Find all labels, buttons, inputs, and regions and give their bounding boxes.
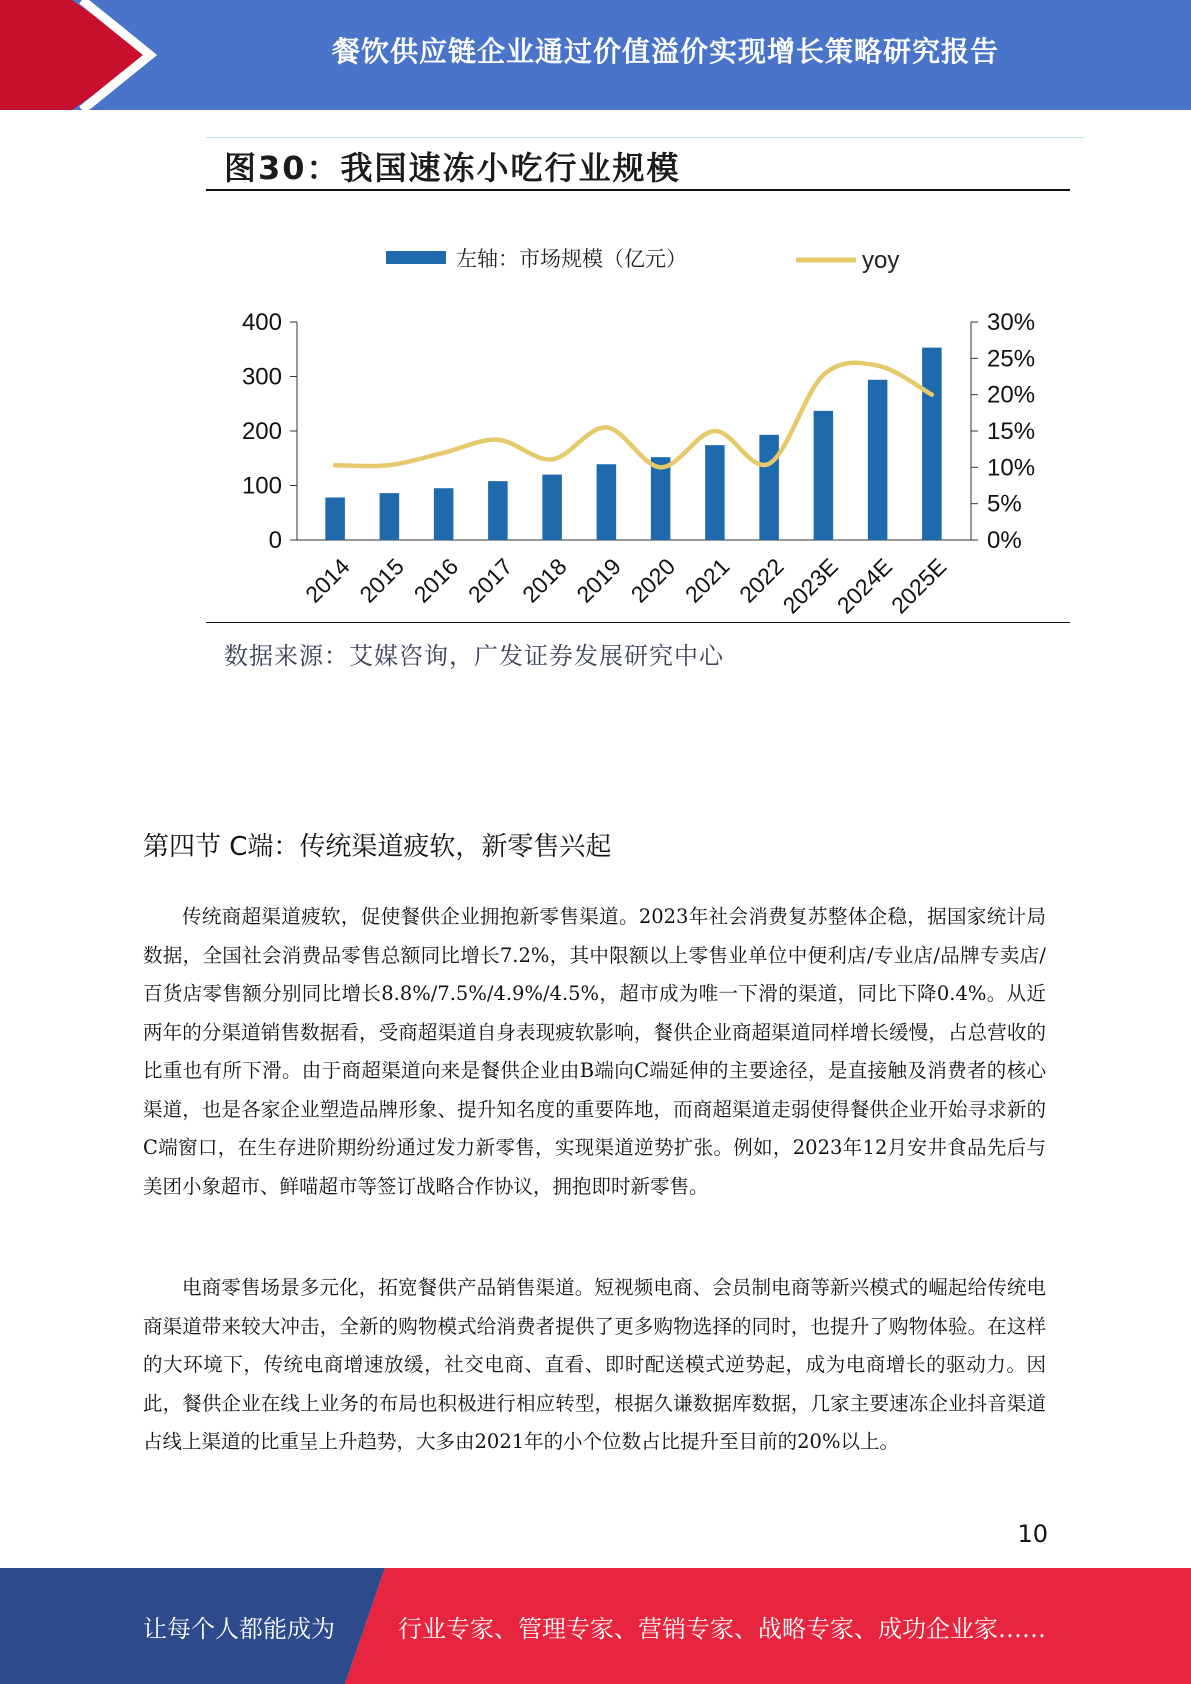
bar-2021	[705, 445, 725, 540]
right-tick-label: 0%	[987, 527, 1022, 554]
bar-2017	[488, 481, 508, 540]
bar-2014	[325, 497, 345, 540]
right-tick-label: 10%	[987, 454, 1036, 482]
bar-2020	[651, 457, 671, 540]
left-tick-label: 100	[241, 472, 282, 500]
x-tick-label: 2014	[300, 553, 355, 608]
bar-2025E	[922, 348, 942, 540]
x-tick-label: 2021	[679, 553, 735, 608]
bar-2018	[542, 475, 562, 540]
header-title: 餐饮供应链企业通过价值溢价实现增长策略研究报告	[331, 35, 999, 68]
yoy-line	[335, 363, 932, 468]
figure-top-line	[206, 137, 1084, 138]
right-tick-label: 30%	[987, 309, 1036, 336]
x-tick-label: 2018	[517, 553, 572, 608]
right-tick-label: 25%	[987, 345, 1036, 373]
figure-bottom-rule	[206, 622, 1070, 623]
footer-slogan-left: 让每个人都能成为	[143, 1614, 335, 1643]
paragraph-retail-channels: 传统商超渠道疲软，促使餐供企业拥抱新零售渠道。2023年社会消费复苏整体企稳，据国家统计局数据，全国社会消费品零售总额同比增长7.2%，其中限额以上零售业单位中便利店/专业店/品牌专卖店/百货店零售额分别同比增长8.8%/7.5%/4.9%/4.5%，超市成为唯一下滑的渠道，同比下降0.4%。从近两年的分渠道销售数据看，受商超渠道自身表现疲软影响，餐供企业商超渠道同样增长缓慢，占总营收的比重也有所下滑。由于商超渠道向来是餐供企业由B端向C端延伸的主要途径，是直接触及消费者的核心渠道，也是各家企业塑造品牌形象、提升知名度的重要阵地，而商超渠道走弱使得餐供企业开始寻求新的C端窗口，在生存进阶期纷纷通过发力新零售，实现渠道逆势扩张。例如，2023年12月安井食品先后与美团小象超市、鲜喵超市等签订战略合作协议，拥抱即时新零售。	[143, 905, 1046, 1198]
x-tick-label: 2016	[408, 553, 464, 608]
bar-2016	[434, 488, 454, 540]
x-tick-label: 2025E	[885, 553, 952, 619]
left-tick-label: 200	[241, 418, 282, 445]
x-tick-label: 2020	[625, 553, 681, 608]
left-tick-label: 300	[241, 363, 282, 391]
figure-title-rule	[206, 189, 1070, 191]
legend-bar-swatch	[386, 251, 446, 264]
left-tick-label: 400	[241, 309, 282, 336]
bar-2019	[597, 464, 617, 540]
x-tick-label: 2022	[734, 553, 789, 608]
legend-bar-label: 左轴：市场规模（亿元）	[456, 247, 687, 271]
x-tick-label: 2017	[462, 553, 518, 608]
bar-2024E	[868, 380, 888, 540]
right-tick-label: 20%	[987, 381, 1036, 409]
bar-2022	[759, 435, 779, 540]
market-size-chart	[206, 230, 1070, 620]
right-tick-label: 5%	[987, 490, 1022, 518]
figure-title: 图30：我国速冻小吃行业规模	[224, 149, 681, 187]
legend-line-label: yoy	[862, 247, 900, 274]
bar-2015	[380, 493, 400, 540]
header-banner	[0, 0, 1191, 110]
paragraph-ecommerce: 电商零售场景多元化，拓宽餐供产品销售渠道。短视频电商、会员制电商等新兴模式的崛起给传统电商渠道带来较大冲击，全新的购物模式给消费者提供了更多购物选择的同时，也提升了购物体验。在这样的大环境下，传统电商增速放缓，社交电商、直看、即时配送模式逆势起，成为电商增长的驱动力。因此，餐供企业在线上业务的布局也积极进行相应转型，根据久谦数据库数据，几家主要速冻企业抖音渠道占线上渠道的比重呈上升趋势，大多由2021年的小个位数占比提升至目前的20%以上。	[143, 1276, 1046, 1453]
right-tick-label: 15%	[987, 418, 1036, 445]
x-tick-label: 2023E	[777, 553, 843, 619]
x-tick-label: 2019	[571, 553, 626, 608]
page-number: 10	[1017, 1520, 1048, 1548]
figure-source: 数据来源：艾媒咨询，广发证券发展研究中心	[224, 642, 724, 670]
left-tick-label: 0	[268, 527, 282, 554]
section-heading: 第四节 C端：传统渠道疲软，新零售兴起	[143, 832, 612, 862]
x-tick-label: 2015	[354, 553, 409, 608]
bar-2023E	[814, 411, 834, 540]
footer-slogan-right: 行业专家、管理专家、营销专家、战略专家、成功企业家……	[398, 1614, 1046, 1643]
footer-banner	[0, 1568, 1191, 1684]
x-tick-label: 2024E	[831, 553, 898, 619]
